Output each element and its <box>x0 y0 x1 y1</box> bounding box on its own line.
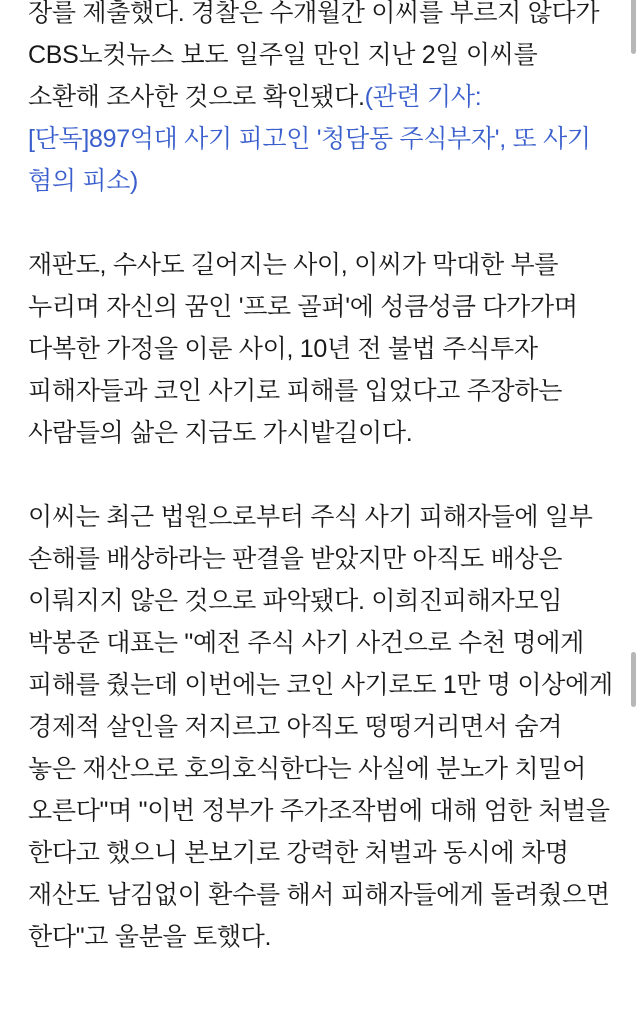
paragraph-text: 이씨는 최근 법원으로부터 주식 사기 피해자들에 일부 손해를 배상하라는 판결을 받았지만 아직도 배상은 이뤄지지 않은 것으로 파악됐다. 이희진피해자모임 박봉준 대표는 "예전 주식 사기 사건으로 수천 명에게 피해를 줬는데 이번에는 코인 사기로도 1만 명 이상에게 경제적 살인을 저지르고 아직도 떵떵거리면서 숨겨 놓은 재산으로 호의호식한다는 사실에 분노가 치밀어 오른다"며 "이번 정부가 주가조작범에 대해 엄한 처벌을 한다고 했으니 본보기로 강력한 처벌과 동시에 차명 재산도 남김없이 환수를 해서 피해자들에게 돌려줬으면 한다"고 울분을 토했다. <box>28 503 613 951</box>
article-paragraph <box>28 244 614 454</box>
paragraph-spacer <box>28 454 614 496</box>
paragraph-text: 장를 제출했다. 경찰은 수개월간 이씨를 부르지 않다가 CBS노컷뉴스 보도 일주일 만인 지난 2일 이씨를 소환해 조사한 것으로 확인됐다. <box>28 0 600 111</box>
scrollbar[interactable] <box>632 0 638 1001</box>
paragraph-text: 재판도, 수사도 길어지는 사이, 이씨가 막대한 부를 누리며 자신의 꿈인 '프로 골퍼'에 성큼성큼 다가가며 다복한 가정을 이룬 사이, 10년 전 불법 주식투자 피해자들과 코인 사기로 피해를 입었다고 주장하는 사람들의 삶은 지금도 가시밭길이다. <box>28 251 578 447</box>
scrollbar-thumb-lower[interactable] <box>631 652 636 707</box>
page-left-edge <box>0 0 3 1001</box>
article-paragraph <box>28 0 614 202</box>
scrollbar-thumb-upper[interactable] <box>631 0 636 54</box>
related-article-link[interactable]: (관련 기사: [단독]897억대 사기 피고인 '청담동 주식부자', 또 사기 혐의 피소) <box>28 83 591 195</box>
paragraph-spacer <box>28 202 614 244</box>
article-paragraph <box>28 496 614 958</box>
